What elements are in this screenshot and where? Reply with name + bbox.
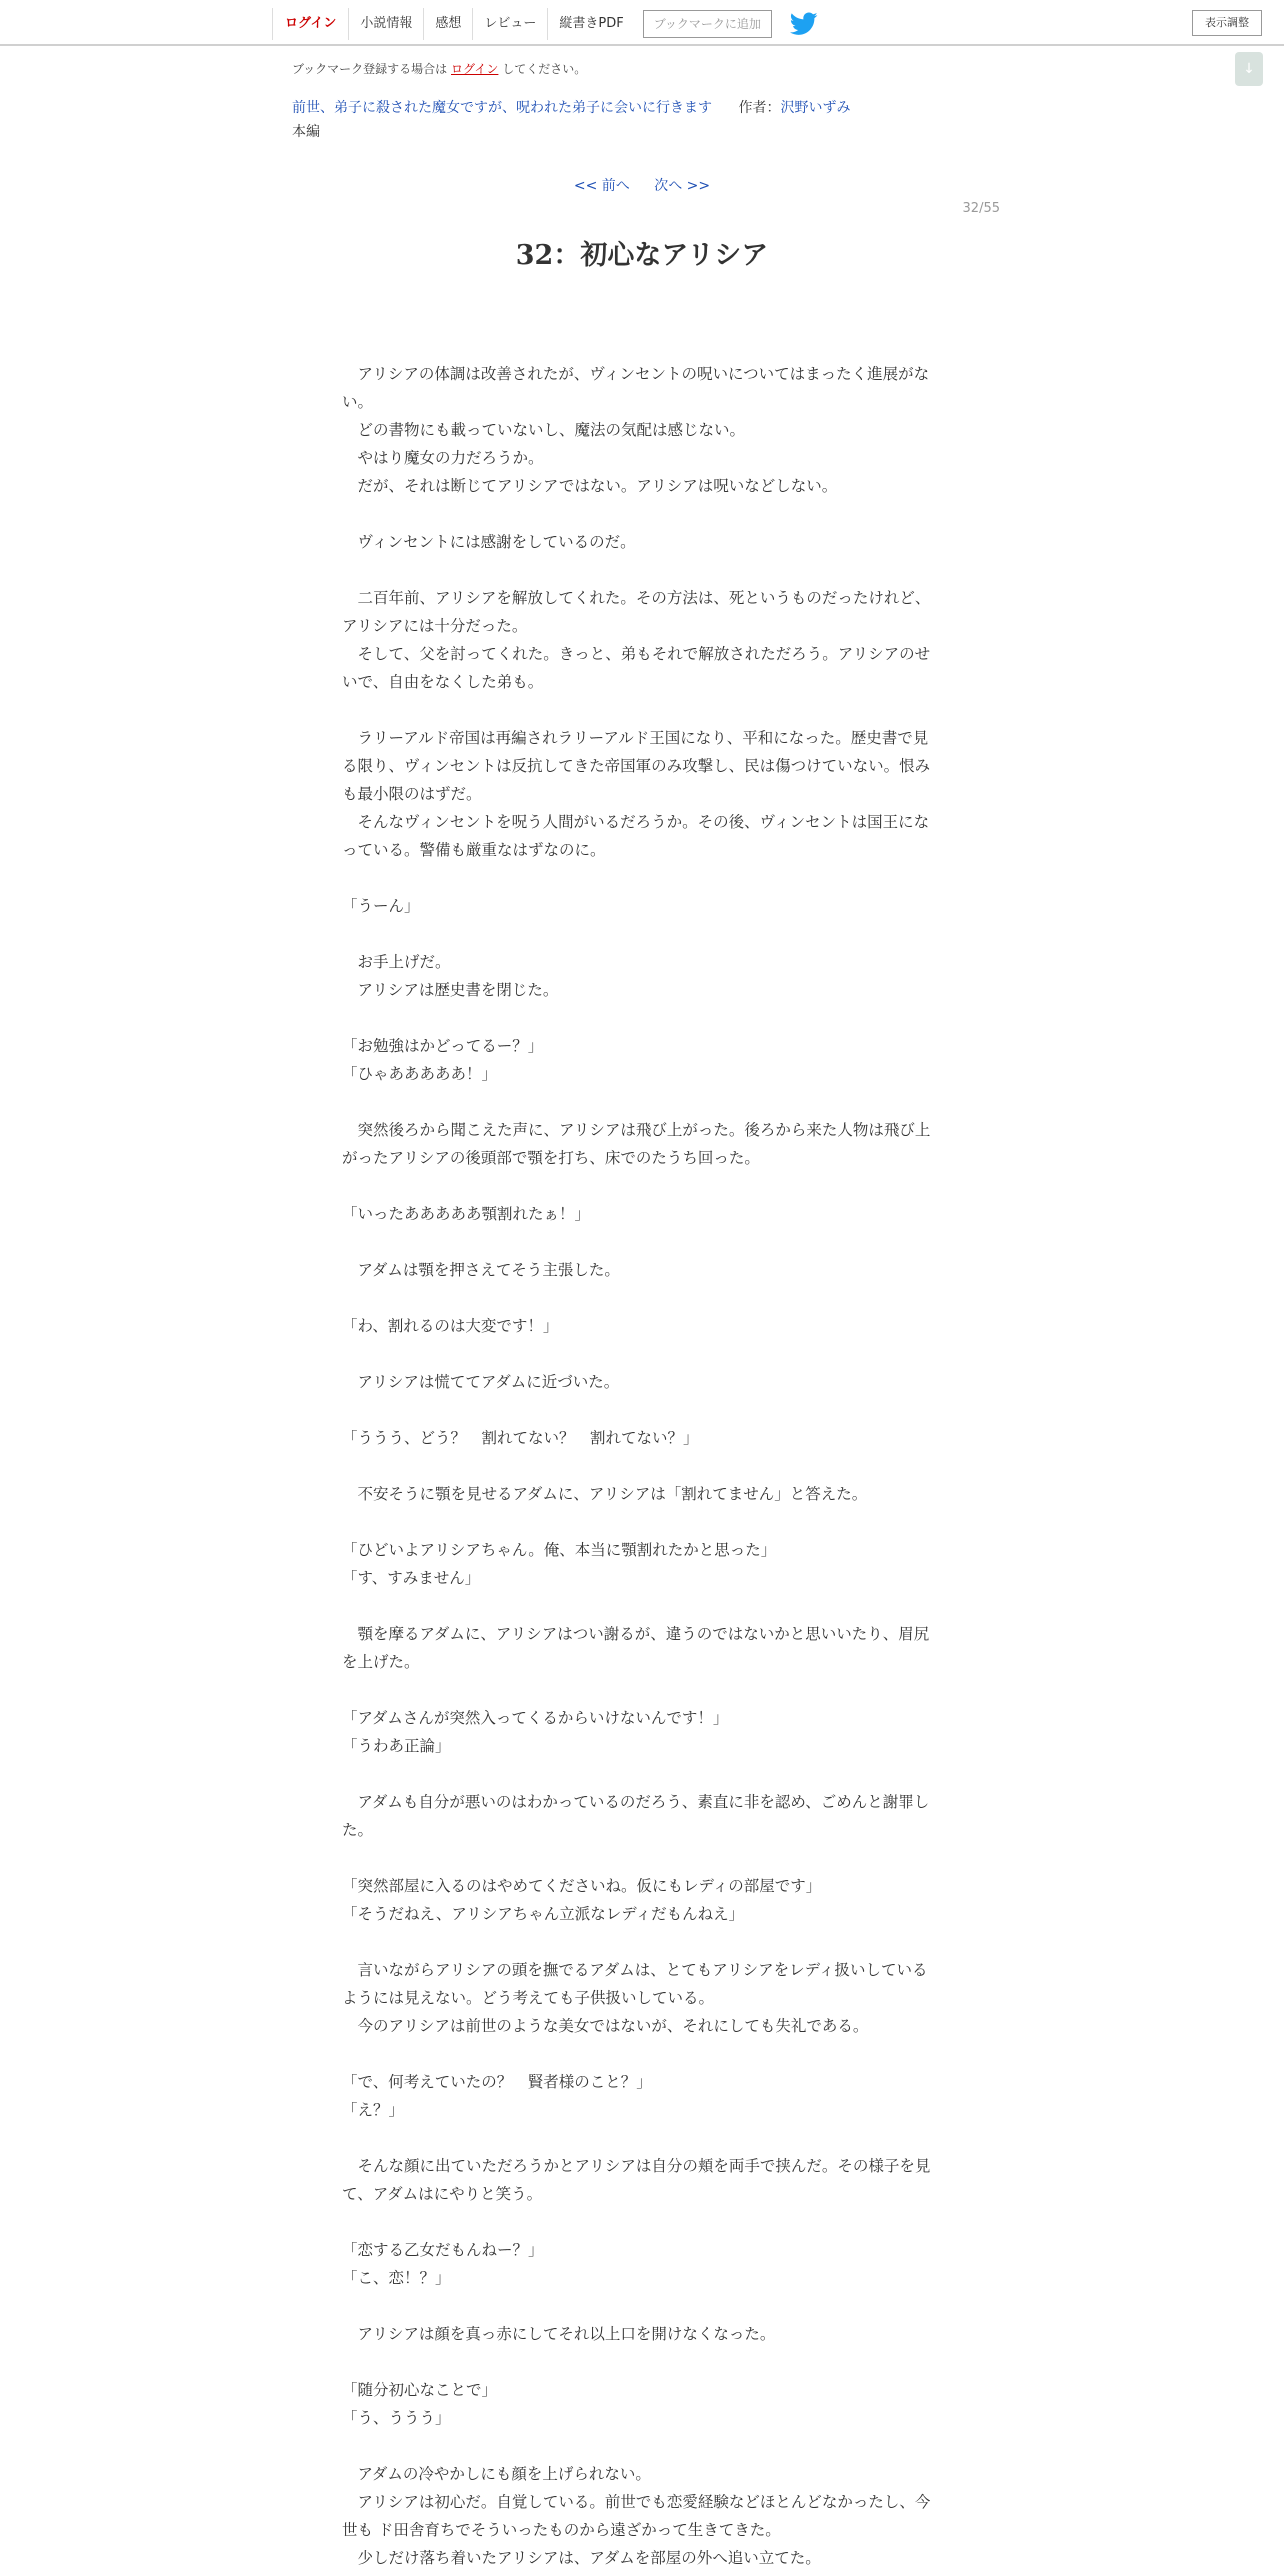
top-navigation-bar xyxy=(0,0,1284,46)
body-paragraph: 「お勉強はかどってるー？」 xyxy=(342,1037,544,1055)
body-paragraph: そして、父を討ってくれた。きっと、弟もそれで解放されただろう。アリシアのせいで、自由をなくした弟も。 xyxy=(342,645,931,691)
body-paragraph: 「え？」 xyxy=(342,2101,405,2119)
blank-line xyxy=(342,1508,942,1536)
blank-line xyxy=(342,1452,942,1480)
display-settings-button[interactable]: 表示調整 xyxy=(1192,10,1262,36)
blank-line xyxy=(342,1228,942,1256)
chapter-group-label: 本編 xyxy=(292,124,320,140)
body-paragraph: 「恋する乙女だもんねー？」 xyxy=(342,2241,544,2259)
body-paragraph: 「で、何考えていたの？ 賢者様のこと？」 xyxy=(342,2073,652,2091)
body-paragraph: そんな顔に出ていただろうかとアリシアは自分の頬を両手で挟んだ。その様子を見て、アダムはにやりと笑う。 xyxy=(342,2157,931,2203)
body-paragraph: 「わ、割れるのは大変です！」 xyxy=(342,1317,559,1335)
body-paragraph: ヴィンセントには感謝をしているのだ。 xyxy=(342,533,636,551)
body-paragraph: アリシアは初心だ。自覚している。前世でも恋愛経験などほとんどなかったし、今世も ド田舎育ちでそういったものから遠ざかって生きてきた。 xyxy=(342,2493,931,2539)
novel-info-link[interactable]: 小説情報 xyxy=(348,8,423,40)
bookmark-login-notice xyxy=(292,60,586,77)
body-paragraph: 顎を摩るアダムに、アリシアはつい謝るが、違うのではないかと思いいたり、眉尻を上げた。 xyxy=(342,1625,930,1671)
blank-line xyxy=(342,1760,942,1788)
body-paragraph: 「突然部屋に入るのはやめてくださいね。仮にもレディの部屋です」 xyxy=(342,1877,822,1895)
main-nav xyxy=(272,8,818,40)
page-count: 32/55 xyxy=(962,201,1000,216)
blank-line xyxy=(342,1088,942,1116)
blank-line xyxy=(342,1592,942,1620)
body-paragraph: 「アダムさんが突然入ってくるからいけないんです！」 xyxy=(342,1709,729,1727)
body-paragraph: アリシアは顔を真っ赤にしてそれ以上口を開けなくなった。 xyxy=(342,2325,776,2343)
body-paragraph: アリシアは歴史書を閉じた。 xyxy=(342,981,559,999)
series-title-link[interactable]: 前世、弟子に殺された魔女ですが、呪われた弟子に会いに行きます xyxy=(292,100,712,116)
chapter-pager xyxy=(0,175,1284,195)
chapter-title: 32：初心なアリシア xyxy=(515,240,769,271)
login-link[interactable]: ログイン xyxy=(272,8,348,40)
blank-line xyxy=(342,696,942,724)
blank-line xyxy=(342,1340,942,1368)
blank-line xyxy=(342,500,942,528)
vertical-pdf-link[interactable]: 縦書きPDF xyxy=(547,8,634,40)
blank-line xyxy=(342,864,942,892)
twitter-icon[interactable] xyxy=(790,12,818,36)
notice-login-link[interactable]: ログイン xyxy=(451,62,499,76)
body-paragraph: 不安そうに顎を見せるアダムに、アリシアは「割れてません」と答えた。 xyxy=(342,1485,868,1503)
author-link[interactable]: 沢野いずみ xyxy=(780,100,851,116)
blank-line xyxy=(342,2040,942,2068)
blank-line xyxy=(342,2432,942,2460)
body-paragraph: 「ひどいよアリシアちゃん。俺、本当に顎割れたかと思った」 xyxy=(342,1541,777,1559)
body-paragraph: 「うわあ正論」 xyxy=(342,1737,451,1755)
impressions-link[interactable]: 感想 xyxy=(423,8,472,40)
body-paragraph: 「ううう、どう？ 割れてない？ 割れてない？」 xyxy=(342,1429,699,1447)
body-paragraph: ラリーアルド帝国は再編されラリーアルド王国になり、平和になった。歴史書で見る限り、ヴィンセントは反抗してきた帝国軍のみ攻撃し、民は傷つけていない。恨みも最小限のはずだ。 xyxy=(342,729,931,803)
body-paragraph: そんなヴィンセントを呪う人間がいるだろうか。その後、ヴィンセントは国王になっている。警備も厳重なはずなのに。 xyxy=(342,813,930,859)
body-paragraph: 「う、ううう」 xyxy=(342,2409,451,2427)
blank-line xyxy=(342,1284,942,1312)
notice-prefix: ブックマーク登録する場合は xyxy=(292,62,448,76)
scroll-down-button[interactable]: ↓ xyxy=(1235,52,1263,86)
body-paragraph: どの書物にも載っていないし、魔法の気配は感じない。 xyxy=(342,421,746,439)
blank-line xyxy=(342,1396,942,1424)
body-paragraph: 言いながらアリシアの頭を撫でるアダムは、とてもアリシアをレディ扱いしているようには見えない。どう考えても子供扱いしている。 xyxy=(342,1961,928,2007)
body-paragraph: 突然後ろから聞こえた声に、アリシアは飛び上がった。後ろから来た人物は飛び上がったアリシアの後頭部で顎を打ち、床でのたうち回った。 xyxy=(342,1121,931,1167)
body-paragraph: 「そうだねえ、アリシアちゃん立派なレディだもんねえ」 xyxy=(342,1905,745,1923)
series-info xyxy=(292,97,850,117)
body-paragraph: やはり魔女の力だろうか。 xyxy=(342,449,544,467)
blank-line xyxy=(342,920,942,948)
body-paragraph: 今のアリシアは前世のような美女ではないが、それにしても失礼である。 xyxy=(342,2017,869,2035)
review-link[interactable]: レビュー xyxy=(472,8,547,40)
blank-line xyxy=(342,556,942,584)
add-bookmark-button[interactable]: ブックマークに追加 xyxy=(643,10,772,38)
blank-line xyxy=(342,2292,942,2320)
next-chapter-link[interactable]: 次へ >> xyxy=(654,178,711,194)
body-paragraph: アリシアの体調は改善されたが、ヴィンセントの呪いについてはまったく進展がない。 xyxy=(342,365,930,411)
prev-chapter-link[interactable]: << 前へ xyxy=(573,178,630,194)
body-paragraph: 「随分初心なことで」 xyxy=(342,2381,498,2399)
body-paragraph: だが、それは断じてアリシアではない。アリシアは呪いなどしない。 xyxy=(342,477,838,495)
body-paragraph: お手上げだ。 xyxy=(342,953,451,971)
blank-line xyxy=(342,2124,942,2152)
body-paragraph: 「ひゃあああああ！」 xyxy=(342,1065,498,1083)
body-paragraph: 「す、すみません」 xyxy=(342,1569,481,1587)
notice-suffix: してください。 xyxy=(502,62,587,76)
novel-body xyxy=(342,360,942,2572)
blank-line xyxy=(342,2348,942,2376)
blank-line xyxy=(342,1844,942,1872)
body-paragraph: 「うーん」 xyxy=(342,897,420,915)
body-paragraph: 「いったあああああ顎割れたぁ！」 xyxy=(342,1205,591,1223)
blank-line xyxy=(342,1928,942,1956)
body-paragraph: アダムの冷やかしにも顔を上げられない。 xyxy=(342,2465,651,2483)
body-paragraph: アダムは顎を押さえてそう主張した。 xyxy=(342,1261,620,1279)
blank-line xyxy=(342,1004,942,1032)
body-paragraph: 二百年前、アリシアを解放してくれた。その方法は、死というものだったけれど、アリシアには十分だった。 xyxy=(342,589,931,635)
body-paragraph: アダムも自分が悪いのはわかっているのだろう、素直に非を認め、ごめんと謝罪した。 xyxy=(342,1793,930,1839)
blank-line xyxy=(342,1172,942,1200)
blank-line xyxy=(342,1676,942,1704)
body-paragraph: 「こ、恋！？」 xyxy=(342,2269,451,2287)
blank-line xyxy=(342,2208,942,2236)
author-label: 作者： xyxy=(738,100,781,116)
body-paragraph: アリシアは慌ててアダムに近づいた。 xyxy=(342,1373,620,1391)
body-paragraph: 少しだけ落ち着いたアリシアは、アダムを部屋の外へ追い立てた。 xyxy=(342,2549,821,2567)
